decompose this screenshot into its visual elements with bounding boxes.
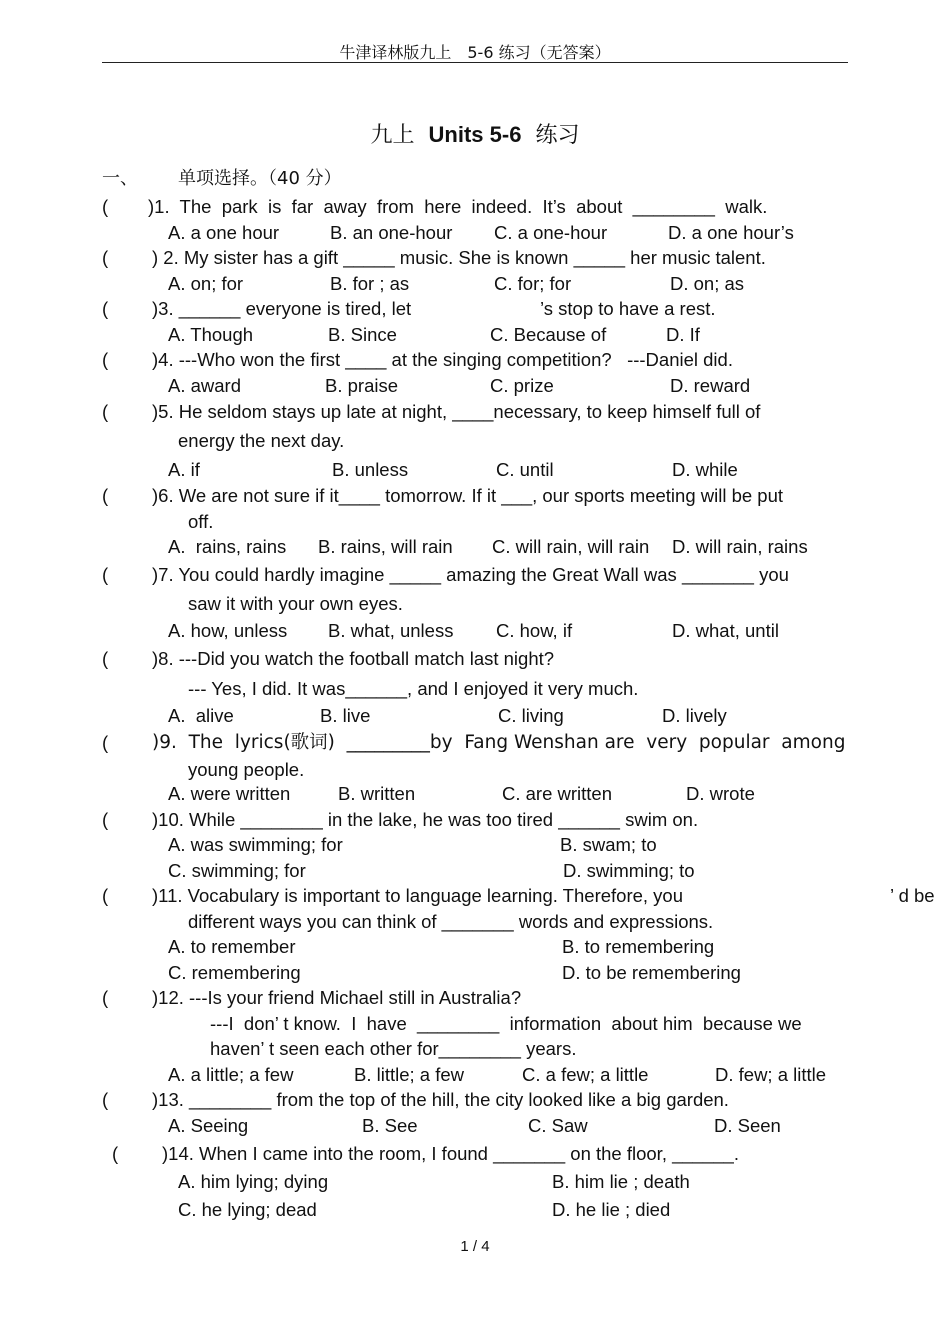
answer-option[interactable]: A. was swimming; for [168, 834, 343, 855]
answer-option[interactable]: D. wrote [686, 783, 755, 804]
title-suffix: 练习 [535, 123, 580, 148]
answer-option[interactable]: B. written [338, 783, 416, 804]
question-text: )5. He seldom stays up late at night, ____necessary, to keep himself full of [152, 401, 761, 422]
answer-option[interactable]: D. a one hour’s [668, 222, 794, 243]
answer-blank[interactable]: ( [102, 564, 109, 585]
question-text-line2: energy the next day. [178, 430, 345, 451]
answer-option[interactable]: B. an one-hour [330, 222, 453, 243]
answer-option[interactable]: C. how, if [496, 620, 573, 641]
answer-option[interactable]: C. for; for [494, 273, 572, 294]
answer-option[interactable]: A. to remember [168, 936, 296, 957]
question-text: )1. The park is far away from here indeed. It’s about ________ walk. [148, 196, 768, 217]
answer-option[interactable]: D. reward [670, 375, 751, 396]
answer-option[interactable]: B. for ; as [330, 273, 410, 294]
answer-option[interactable]: A. Though [168, 324, 254, 345]
answer-option[interactable]: A. a one hour [168, 222, 280, 243]
section-number: 一、 [102, 168, 138, 189]
question-text: )13. ________ from the top of the hill, the city looked like a big garden. [152, 1089, 729, 1110]
answer-blank[interactable]: ( [102, 247, 109, 268]
question-text: )4. ---Who won the first ____ at the singing competition? ---Daniel did. [152, 349, 733, 370]
answer-blank[interactable]: ( [112, 1143, 119, 1164]
answer-option[interactable]: B. him lie ; death [552, 1171, 690, 1192]
answer-option[interactable]: A. him lying; dying [178, 1171, 329, 1192]
answer-option[interactable]: D. he lie ; died [552, 1199, 671, 1220]
answer-option[interactable]: B. live [320, 705, 371, 726]
answer-option[interactable]: D. few; a little [715, 1064, 827, 1085]
answer-option[interactable]: A. how, unless [168, 620, 288, 641]
answer-blank[interactable]: ( [102, 1089, 109, 1110]
answer-option[interactable]: D. will rain, rains [672, 536, 808, 557]
question-text-line3: haven’ t seen each other for________ years. [210, 1038, 577, 1059]
answer-option[interactable]: B. unless [332, 459, 409, 480]
title-units: Units 5-6 [428, 122, 522, 147]
answer-option[interactable]: D. what, until [672, 620, 779, 641]
answer-option[interactable]: D. on; as [670, 273, 745, 294]
section-heading: 单项选择。（40 分） [178, 168, 342, 189]
answer-option[interactable]: C. a few; a little [522, 1064, 649, 1085]
question-text-tail: ’ d be [890, 885, 935, 906]
question-text-tail: ’s stop to have a rest. [540, 298, 716, 319]
answer-option[interactable]: A. were written [168, 783, 291, 804]
answer-option[interactable]: B. swam; to [560, 834, 657, 855]
answer-option[interactable]: B. rains, will rain [318, 536, 453, 557]
page-number: 1 / 4 [460, 1238, 490, 1255]
answer-option[interactable]: A. if [168, 459, 200, 480]
answer-option[interactable]: D. Seen [714, 1115, 781, 1136]
answer-option[interactable]: C. he lying; dead [178, 1199, 317, 1220]
question-text-line2: --- Yes, I did. It was______, and I enjoyed it very much. [188, 678, 639, 699]
answer-option[interactable]: D. lively [662, 705, 727, 726]
answer-option[interactable]: B. what, unless [328, 620, 454, 641]
answer-option[interactable]: A. rains, rains [168, 536, 287, 557]
answer-option[interactable]: C. until [496, 459, 554, 480]
question-text-line2: different ways you can think of _______ words and expressions. [188, 911, 714, 932]
answer-blank[interactable]: ( [102, 298, 109, 319]
answer-blank[interactable]: ( [102, 732, 109, 753]
header-divider [102, 62, 848, 63]
question-text: )9. The lyrics(歌词) _________by Fang Wenshan are very popular among [152, 732, 846, 753]
answer-option[interactable]: C. swimming; for [168, 860, 306, 881]
title-prefix: 九上 [370, 123, 415, 148]
answer-option[interactable]: D. to be remembering [562, 962, 741, 983]
answer-option[interactable]: C. Because of [490, 324, 607, 345]
answer-option[interactable]: C. prize [490, 375, 554, 396]
answer-option[interactable]: A. alive [168, 705, 234, 726]
question-text: )8. ---Did you watch the football match last night? [152, 648, 555, 669]
question-text: ) 2. My sister has a gift _____ music. She is known _____ her music talent. [152, 247, 766, 268]
answer-option[interactable]: B. praise [325, 375, 399, 396]
answer-option[interactable]: C. will rain, will rain [492, 536, 650, 557]
answer-blank[interactable]: ( [102, 196, 109, 217]
answer-option[interactable]: D. while [672, 459, 738, 480]
page-title [0, 118, 950, 149]
answer-option[interactable]: C. Saw [528, 1115, 588, 1136]
answer-option[interactable]: C. remembering [168, 962, 301, 983]
answer-option[interactable]: B. little; a few [354, 1064, 465, 1085]
answer-option[interactable]: A. Seeing [168, 1115, 249, 1136]
answer-option[interactable]: D. If [666, 324, 700, 345]
page-header: 牛津译林版九上 5-6 练习（无答案） [339, 43, 611, 62]
answer-option[interactable]: D. swimming; to [563, 860, 695, 881]
answer-blank[interactable]: ( [102, 809, 109, 830]
answer-option[interactable]: B. to remembering [562, 936, 715, 957]
question-text-line2: saw it with your own eyes. [188, 593, 403, 614]
answer-option[interactable]: C. living [498, 705, 564, 726]
answer-option[interactable]: C. a one-hour [494, 222, 608, 243]
answer-blank[interactable]: ( [102, 401, 109, 422]
answer-blank[interactable]: ( [102, 648, 109, 669]
question-text: )14. When I came into the room, I found _______ on the floor, ______. [162, 1143, 739, 1164]
question-text: )12. ---Is your friend Michael still in Australia? [152, 987, 522, 1008]
answer-option[interactable]: C. are written [502, 783, 613, 804]
answer-blank[interactable]: ( [102, 885, 109, 906]
question-text: )7. You could hardly imagine _____ amazing the Great Wall was _______ you [152, 564, 789, 585]
answer-option[interactable]: A. award [168, 375, 242, 396]
question-text-line2: young people. [188, 759, 305, 780]
question-text-line2: off. [188, 511, 214, 532]
answer-option[interactable]: B. Since [328, 324, 397, 345]
question-text: )10. While ________ in the lake, he was too tired ______ swim on. [152, 809, 699, 830]
answer-blank[interactable]: ( [102, 349, 109, 370]
question-text: )11. Vocabulary is important to language learning. Therefore, you [152, 885, 683, 906]
answer-blank[interactable]: ( [102, 987, 109, 1008]
question-text: )6. We are not sure if it____ tomorrow. If it ___, our sports meeting will be put [152, 485, 784, 506]
question-text: )3. ______ everyone is tired, let [152, 298, 412, 319]
answer-option[interactable]: B. See [362, 1115, 418, 1136]
answer-blank[interactable]: ( [102, 485, 109, 506]
question-text-line2: ---I don’ t know. I have ________ information about him because we [210, 1013, 802, 1034]
answer-option[interactable]: A. on; for [168, 273, 244, 294]
answer-option[interactable]: A. a little; a few [168, 1064, 294, 1085]
